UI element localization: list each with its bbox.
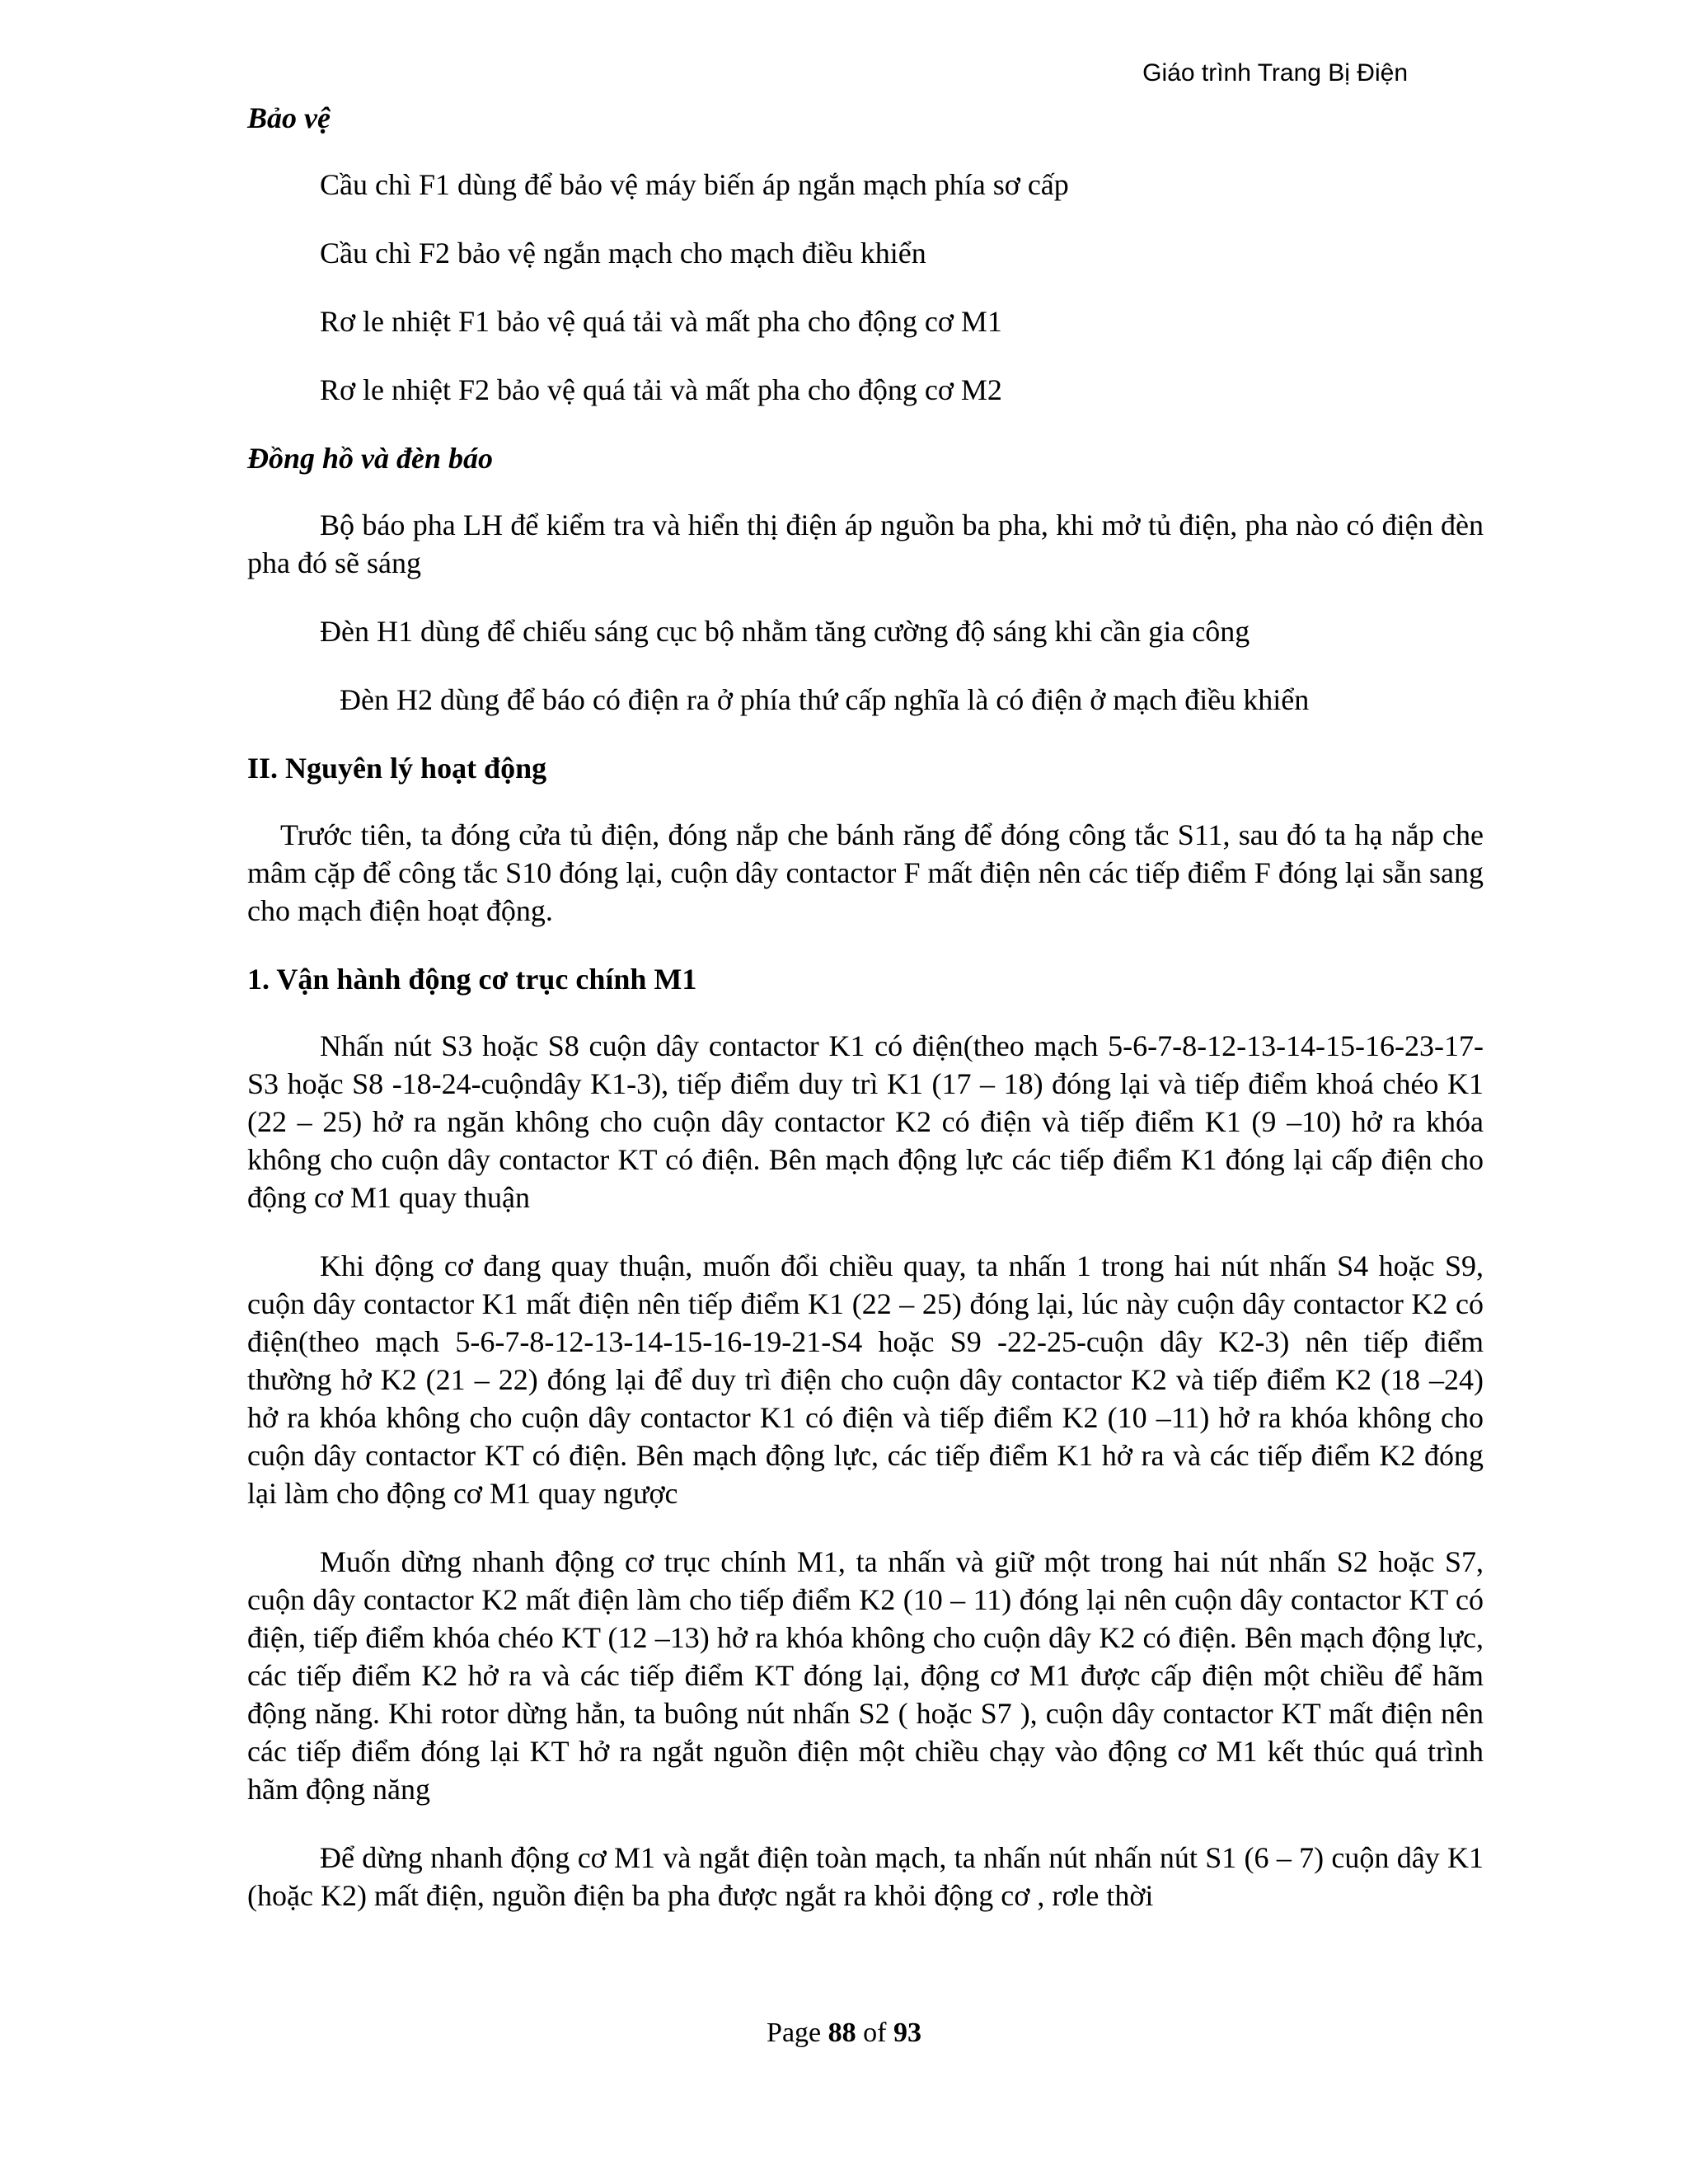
running-header: Giáo trình Trang Bị Điện (1142, 59, 1408, 87)
footer-prefix: Page (767, 2018, 828, 2048)
list-item: Cầu chì F1 dùng để bảo vệ máy biến áp ngắn mạch phía sơ cấp (320, 168, 1069, 201)
heading-bao-ve: Bảo vệ (247, 101, 331, 134)
page-content (247, 99, 1484, 1915)
current-page-number: 88 (828, 2018, 856, 2048)
paragraph: Trước tiên, ta đóng cửa tủ điện, đóng nắp che bánh răng để đóng công tắc S11, sau đó ta hạ nắp che mâm cặp để công tắc S10 đóng lại, cuộn dây contactor F mất điện nên các tiếp điểm F đóng lại sẵn sang cho mạch điện hoạt động. (247, 818, 1484, 927)
heading-van-hanh: 1. Vận hành động cơ trục chính M1 (247, 963, 697, 996)
list-item: Rơ le nhiệt F1 bảo vệ quá tải và mất pha cho động cơ M1 (320, 305, 1002, 338)
page-footer (0, 2018, 1688, 2049)
paragraph: Nhấn nút S3 hoặc S8 cuộn dây contactor K1 có điện(theo mạch 5-6-7-8-12-13-14-15-16-23-17-S3 hoặc S8 -18-24-cuộndây K1-3), tiếp điểm duy trì K1 (17 – 18) đóng lại và tiếp điểm khoá chéo K1 (22 – 25) hở ra ngăn không cho cuộn dây contactor K2 có điện và tiếp điểm K1 (9 –10) hở ra khóa không cho cuộn dây contactor KT có điện. Bên mạch động lực các tiếp điểm K1 đóng lại cấp điện cho động cơ M1 quay thuận (247, 1029, 1484, 1214)
list-item: Cầu chì F2 bảo vệ ngắn mạch cho mạch điều khiển (320, 237, 926, 269)
heading-dong-ho: Đồng hồ và đèn báo (247, 442, 494, 475)
paragraph: Bộ báo pha LH để kiểm tra và hiển thị điện áp nguồn ba pha, khi mở tủ điện, pha nào có điện đèn pha đó sẽ sáng (247, 509, 1484, 579)
footer-of: of (856, 2018, 893, 2048)
paragraph: Để dừng nhanh động cơ M1 và ngắt điện toàn mạch, ta nhấn nút nhấn nút S1 (6 – 7) cuộn dây K1 (hoặc K2) mất điện, nguồn điện ba pha được ngắt ra khỏi động cơ , rơle thời (247, 1841, 1484, 1912)
paragraph: Muốn dừng nhanh động cơ trục chính M1, ta nhấn và giữ một trong hai nút nhấn S2 hoặc S7, cuộn dây contactor K2 mất điện làm cho tiếp điểm K2 (10 – 11) đóng lại nên cuộn dây contactor KT có điện, tiếp điểm khóa chéo KT (12 –13) hở ra khóa không cho cuộn dây K2 có điện. Bên mạch động lực, các tiếp điểm K2 hở ra và các tiếp điểm KT đóng lại, động cơ M1 được cấp điện một chiều để hãm động năng. Khi rotor dừng hẳn, ta buông nút nhấn S2 ( hoặc S7 ), cuộn dây contactor KT mất điện nên các tiếp điểm đóng lại KT hở ra ngắt nguồn điện một chiều chạy vào động cơ M1 kết thúc quá trình hãm động năng (247, 1545, 1484, 1806)
total-page-number: 93 (893, 2018, 921, 2048)
paragraph: Đèn H1 dùng để chiếu sáng cục bộ nhằm tăng cường độ sáng khi cần gia công (320, 615, 1250, 648)
paragraph: Khi động cơ đang quay thuận, muốn đổi chiều quay, ta nhấn 1 trong hai nút nhấn S4 hoặc S9, cuộn dây contactor K1 mất điện nên tiếp điểm K1 (22 – 25) đóng lại, lúc này cuộn dây contactor K2 có điện(theo mạch 5-6-7-8-12-13-14-15-16-19-21-S4 hoặc S9 -22-25-cuộn dây K2-3) nên tiếp điểm thường hở K2 (21 – 22) đóng lại để duy trì điện cho cuộn dây contactor K2 và tiếp điểm K2 (18 –24) hở ra khóa không cho cuộn dây contactor K1 có điện và tiếp điểm K2 (10 –11) hở ra khóa không cho cuộn dây contactor KT có điện. Bên mạch động lực, các tiếp điểm K1 hở ra và các tiếp điểm K2 đóng lại làm cho động cơ M1 quay ngược (247, 1249, 1484, 1510)
paragraph: Đèn H2 dùng để báo có điện ra ở phía thứ cấp nghĩa là có điện ở mạch điều khiển (340, 683, 1310, 716)
list-item: Rơ le nhiệt F2 bảo vệ quá tải và mất pha cho động cơ M2 (320, 373, 1002, 406)
heading-nguyen-ly: II. Nguyên lý hoạt động (247, 752, 547, 785)
